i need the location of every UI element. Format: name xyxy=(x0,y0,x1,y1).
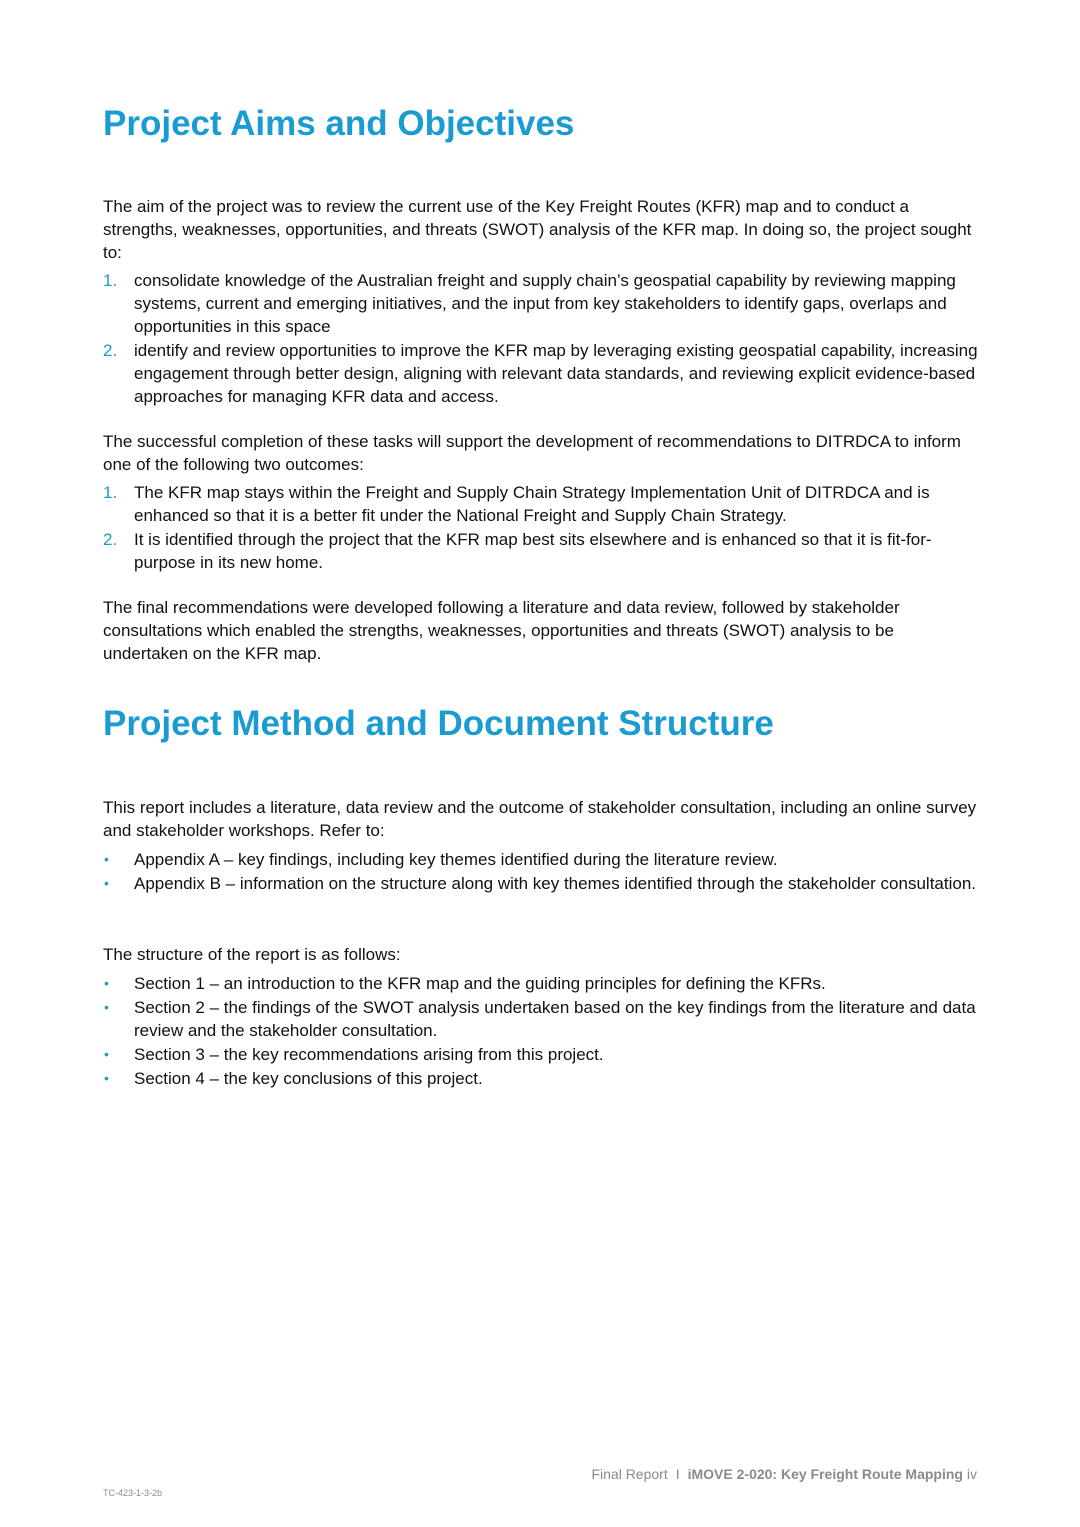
list-item-text: The KFR map stays within the Freight and Supply Chain Strategy Implementation Unit of DITRDCA and is enhanced so that it is a better fit under the National Freight and Supply Chain Strategy. xyxy=(134,483,930,525)
list-number: 2. xyxy=(103,530,118,549)
list-item-text: Appendix B – information on the structure along with key themes identified through the stakeholder consultation. xyxy=(134,874,977,893)
footer-separator: I xyxy=(675,1466,680,1482)
footer-report-label: Final Report xyxy=(591,1466,668,1482)
heading-project-method: Project Method and Document Structure xyxy=(103,704,774,743)
list-item xyxy=(103,996,983,1042)
tasks-paragraph: The successful completion of these tasks will support the development of recommendations to DITRDCA to inform one of the following two outcomes: xyxy=(103,432,961,474)
list-number: 1. xyxy=(103,483,118,502)
list-item-text: Section 1 – an introduction to the KFR map and the guiding principles for defining the KFRs. xyxy=(134,974,826,993)
method-paragraph: This report includes a literature, data review and the outcome of stakeholder consultation, including an online survey and stakeholder workshops. Refer to: xyxy=(103,798,977,840)
list-item-text: consolidate knowledge of the Australian freight and supply chain’s geospatial capability by reviewing mapping systems, current and emerging initiatives, and the input from key stakeholders to identify gaps, overlaps and opportunities in this space xyxy=(134,271,956,336)
structure-bullet-list xyxy=(103,972,983,1091)
list-item xyxy=(103,1067,983,1090)
list-number: 2. xyxy=(103,341,118,360)
list-item-text: Appendix A – key findings, including key themes identified during the literature review. xyxy=(134,850,778,869)
list-item xyxy=(103,1043,983,1066)
list-item xyxy=(103,972,983,995)
list-item xyxy=(103,848,976,871)
list-item-text: It is identified through the project that the KFR map best sits elsewhere and is enhanced so that it is fit-for-purpose in its new home. xyxy=(134,530,932,572)
appendix-bullet-list xyxy=(103,848,976,896)
bullet-icon: • xyxy=(104,875,109,891)
list-item xyxy=(103,339,983,408)
outcomes-numbered-list xyxy=(103,481,983,575)
list-item-text: Section 3 – the key recommendations arising from this project. xyxy=(134,1045,604,1064)
list-item-text: Section 4 – the key conclusions of this project. xyxy=(134,1069,483,1088)
aims-numbered-list xyxy=(103,269,983,409)
document-id: TC-423-1-3-2b xyxy=(103,1488,163,1498)
heading-project-aims: Project Aims and Objectives xyxy=(103,104,575,143)
structure-paragraph: The structure of the report is as follows: xyxy=(103,945,401,964)
list-item xyxy=(103,528,983,574)
page-footer xyxy=(591,1466,977,1482)
bullet-icon: • xyxy=(104,975,109,991)
bullet-icon: • xyxy=(104,1046,109,1062)
footer-report-title: iMOVE 2-020: Key Freight Route Mapping xyxy=(687,1466,963,1482)
page-number: iv xyxy=(966,1466,977,1482)
bullet-icon: • xyxy=(104,851,109,867)
final-recommendations-paragraph: The final recommendations were developed following a literature and data review, followed by stakeholder consultations which enabled the strengths, weaknesses, opportunities and threats (SWOT) analysis to be undertaken on the KFR map. xyxy=(103,598,900,663)
aims-intro-paragraph: The aim of the project was to review the current use of the Key Freight Routes (KFR) map and to conduct a strengths, weaknesses, opportunities, and threats (SWOT) analysis of the KFR map. In doing so, the project sought to: xyxy=(103,197,972,262)
bullet-icon: • xyxy=(104,1070,109,1086)
list-item-text: Section 2 – the findings of the SWOT analysis undertaken based on the key findings from the literature and data review and the stakeholder consultation. xyxy=(134,998,976,1040)
list-number: 1. xyxy=(103,271,118,290)
bullet-icon: • xyxy=(104,999,109,1015)
list-item-text: identify and review opportunities to improve the KFR map by leveraging existing geospatial capability, increasing engagement through better design, aligning with relevant data standards, and reviewing explicit evidence-based approaches for managing KFR data and access. xyxy=(134,341,978,406)
list-item xyxy=(103,269,983,338)
list-item xyxy=(103,872,976,895)
list-item xyxy=(103,481,983,527)
